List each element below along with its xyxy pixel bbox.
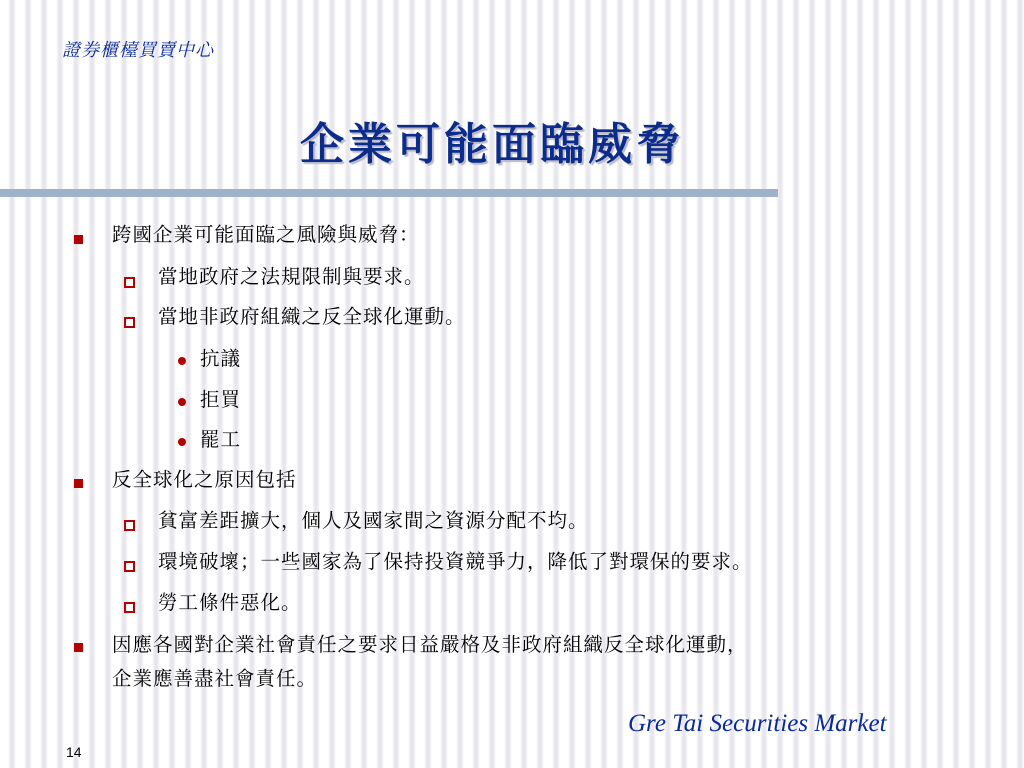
- sub-sub-bullet-item: 抗議: [200, 347, 242, 370]
- footer-brand: Gre Tai Securities Market: [628, 710, 887, 737]
- sub-bullet-item: 環境破壞；一些國家為了保持投資競爭力，降低了對環保的要求。: [158, 550, 753, 573]
- sub-bullet-item: 當地非政府組織之反全球化運動。: [158, 305, 466, 328]
- sub-bullet-item: 勞工條件惡化。: [158, 591, 302, 614]
- hollow-square-bullet-icon: [124, 520, 135, 531]
- organization-header: 證券櫃檯買賣中心: [62, 40, 214, 61]
- square-bullet-icon: [74, 479, 83, 488]
- page-number: 14: [66, 744, 82, 760]
- dot-bullet-icon: [178, 398, 186, 406]
- hollow-square-bullet-icon: [124, 277, 135, 288]
- bullet-item-continuation: 企業應善盡社會責任。: [112, 667, 318, 690]
- sub-sub-bullet-item: 拒買: [200, 388, 242, 411]
- square-bullet-icon: [74, 643, 83, 652]
- hollow-square-bullet-icon: [124, 561, 135, 572]
- sub-bullet-item: 貧富差距擴大，個人及國家間之資源分配不均。: [158, 509, 589, 532]
- hollow-square-bullet-icon: [124, 602, 135, 613]
- hollow-square-bullet-icon: [124, 317, 135, 328]
- square-bullet-icon: [74, 235, 83, 244]
- bullet-item: 反全球化之原因包括: [112, 468, 297, 491]
- dot-bullet-icon: [178, 438, 186, 446]
- bullet-item: 因應各國對企業社會責任之要求日益嚴格及非政府組織反全球化運動，: [112, 633, 748, 656]
- dot-bullet-icon: [178, 357, 186, 365]
- bullet-item: 跨國企業可能面臨之風險與威脅：: [112, 223, 420, 246]
- sub-sub-bullet-item: 罷工: [200, 428, 242, 451]
- title-divider: [0, 189, 778, 197]
- slide-title: 企業可能面臨威脅: [300, 119, 684, 170]
- sub-bullet-item: 當地政府之法規限制與要求。: [158, 265, 425, 288]
